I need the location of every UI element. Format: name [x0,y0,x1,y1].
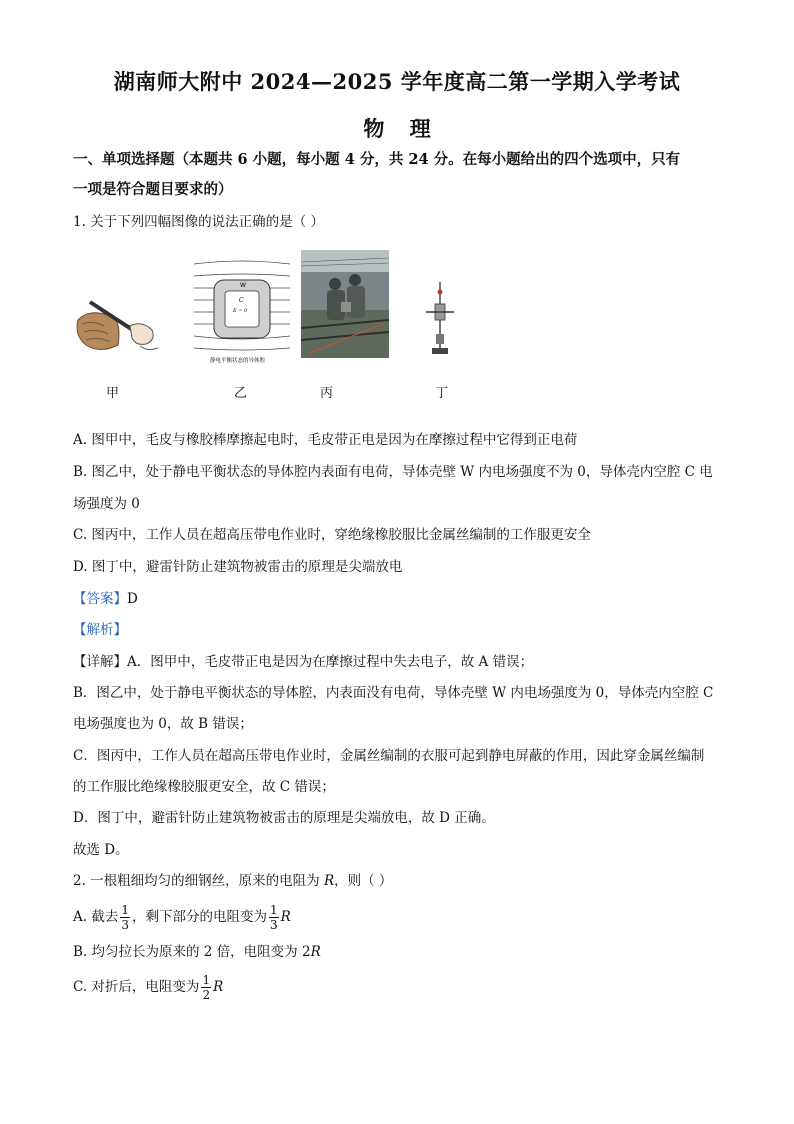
q2-a-fraction2 [269,903,279,932]
frac-den: 2 [202,988,211,1002]
section-heading-line1: 一、单项选择题（本题共 6 小题，每小题 4 分，共 24 分。在每小题给出的四个选项中，只有 [73,151,681,168]
figure-bing-workers-photo [301,250,389,358]
q2-a-mid: ，剩下部分的电阻变为 [131,909,267,925]
question-2-stem [73,871,392,891]
figure-label-jia: 甲 [106,386,120,401]
q2-a-var: R [280,909,291,925]
q2-stem-pre: 2. 一根粗细均匀的细钢丝，原来的电阻为 [73,873,324,889]
figure-w-label: W [240,282,246,289]
figure-ding-lightning-rod [420,282,460,358]
section-heading-line2: 一项是符合题目要求的） [73,181,233,198]
question-1-stem: 1. 关于下列四幅图像的说法正确的是（ ） [73,214,324,230]
q2-stem-var: R [323,873,335,889]
answer-value: D [127,591,138,607]
q2-stem-post: ，则（ ） [334,873,393,889]
figure-jia-fur-rod [70,290,165,360]
analysis-tag: 【解析】 [73,622,127,638]
detail-line-c2: 的工作服比绝缘橡胶服更安全，故 C 错误； [73,779,335,795]
frac-num: 1 [269,903,278,917]
frac-den: 3 [269,918,278,932]
detail-line-d: D．图丁中，避雷针防止建筑物被雷击的原理是尖端放电，故 D 正确。 [73,810,495,826]
frac-num: 1 [202,973,211,987]
exam-subject: 物 理 [363,116,431,141]
figure-c-label: C [239,297,244,304]
figure-label-bing: 丙 [320,386,334,401]
question-1-figures [70,250,490,380]
detail-tag: 【详解】 [73,654,127,670]
q2-c-fraction [201,973,211,1002]
q1-option-d: D. 图丁中，避雷针防止建筑物被雷击的原理是尖端放电 [73,559,403,575]
q2-option-c [73,972,223,1002]
q1-answer [73,589,138,609]
detail-line-b1: B．图乙中，处于静电平衡状态的导体腔，内表面没有电荷，导体壳壁 W 内电场强度为 0，导体壳内空腔 C [73,685,714,701]
frac-num: 1 [121,903,129,917]
q2-c-var: R [213,979,224,995]
q1-option-b-line1: B. 图乙中，处于静电平衡状态的导体腔内表面有电荷，导体壳壁 W 内电场强度不为 0，导体壳内空腔 C 电 [73,464,713,480]
q2-option-b [73,942,321,962]
q2-b-pre: B. 均匀拉长为原来的 2 倍，电阻变为 2 [73,944,311,960]
q2-b-var: R [310,944,321,960]
detail-a-text: A．图甲中，毛皮带正电是因为在摩擦过程中失去电子，故 A 错误； [127,654,534,670]
frac-den: 3 [121,918,129,932]
figure-yi-conductor-cavity [192,254,292,366]
q2-a-pre: A. 截去 [73,909,119,925]
q2-option-a [73,902,291,932]
figure-e-label: E = 0 [233,308,248,314]
detail-line-a [73,652,533,672]
q1-option-c: C. 图丙中，工作人员在超高压带电作业时，穿绝缘橡胶服比金属丝编制的工作服更安全 [73,527,591,543]
detail-line-b2: 电场强度也为 0，故 B 错误； [73,716,253,732]
detail-line-c1: C．图丙中，工作人员在超高压带电作业时，金属丝编制的衣服可起到静电屏蔽的作用，因此穿金属丝编制 [73,748,705,764]
q1-option-a: A. 图甲中，毛皮与橡胶棒摩擦起电时，毛皮带正电是因为在摩擦过程中它得到正电荷 [73,432,578,448]
figure-yi-caption: 静电平衡状态的导体腔 [210,358,266,364]
figure-label-ding: 丁 [435,386,449,401]
figure-label-yi: 乙 [234,386,248,401]
q1-option-b-line2: 场强度为 0 [73,496,140,512]
answer-tag: 【答案】 [73,591,127,607]
detail-conclusion: 故选 D。 [73,842,129,858]
q2-c-pre: C. 对折后，电阻变为 [73,979,200,995]
exam-title: 湖南师大附中 2024—2025 学年度高二第一学期入学考试 [113,69,681,94]
q2-a-fraction [120,903,130,932]
